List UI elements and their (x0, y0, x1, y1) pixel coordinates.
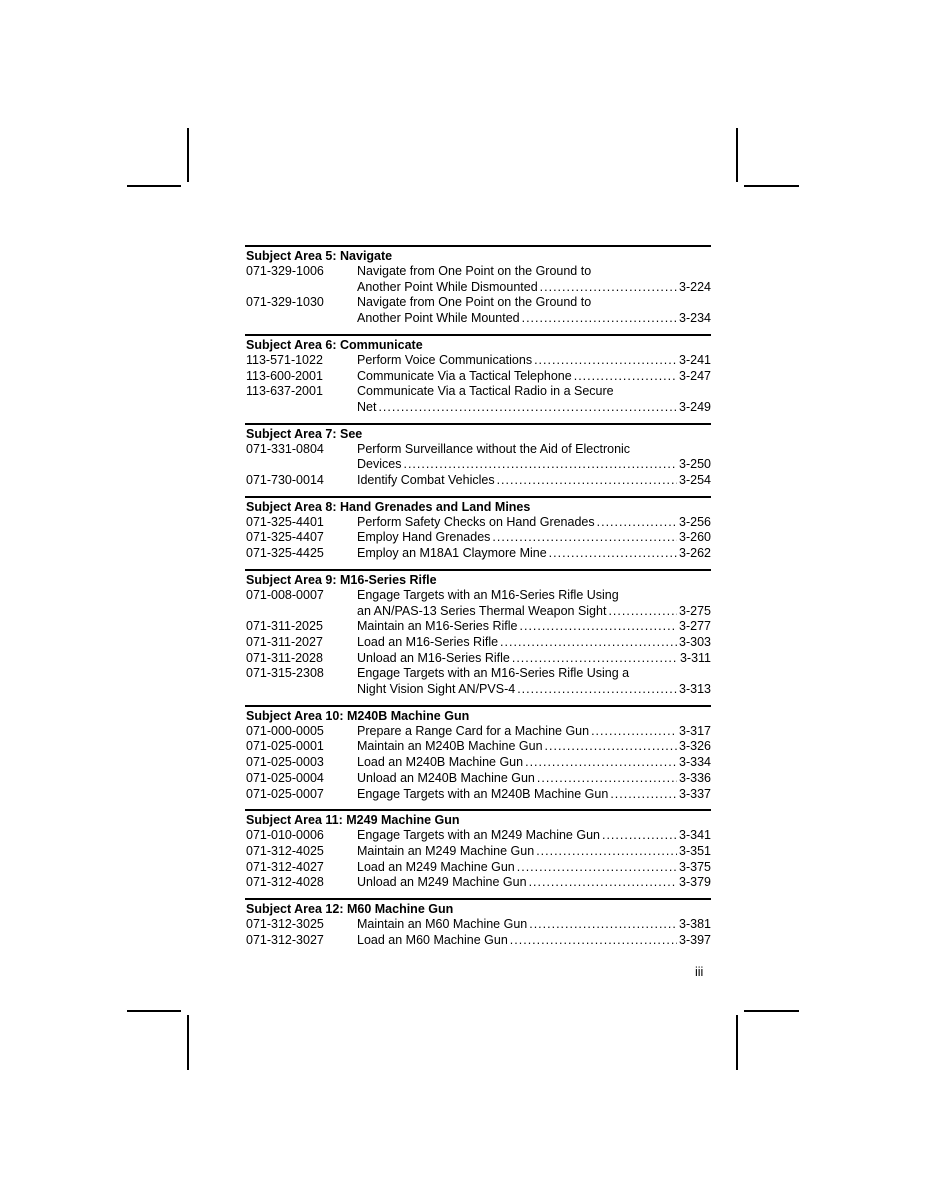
section-title: Subject Area 10: M240B Machine Gun (246, 708, 470, 723)
dot-leader (549, 546, 677, 562)
crop-mark-top-left-vertical (187, 128, 189, 182)
page-ref: 3-256 (679, 514, 711, 529)
dot-leader (602, 828, 677, 844)
toc-entry[interactable] (246, 917, 711, 933)
task-title: Employ Hand Grenades (357, 530, 491, 545)
page-ref: 3-260 (679, 530, 711, 545)
task-number: 071-025-0004 (246, 770, 324, 785)
dot-leader (536, 844, 677, 860)
task-number: 113-571-1022 (246, 352, 323, 367)
crop-mark-bottom-right-vertical (736, 1015, 738, 1070)
task-number: 071-312-3027 (246, 932, 324, 947)
task-number: 071-329-1030 (246, 295, 324, 310)
task-title: Communicate Via a Tactical Telephone (357, 368, 572, 383)
page-ref: 3-381 (679, 917, 711, 932)
toc-entry[interactable] (246, 369, 711, 385)
task-number: 071-312-4027 (246, 859, 324, 874)
page-ref: 3-379 (679, 875, 711, 890)
task-title: Night Vision Sight AN/PVS-4 (357, 682, 516, 697)
task-number: 071-010-0006 (246, 828, 324, 843)
dot-leader (597, 515, 677, 531)
dot-leader (522, 311, 677, 327)
page-ref: 3-334 (679, 755, 711, 770)
task-number: 071-025-0003 (246, 755, 324, 770)
toc-entry[interactable] (246, 933, 711, 949)
toc-entry[interactable] (246, 787, 711, 803)
toc-entry[interactable] (246, 515, 711, 531)
toc-entry[interactable] (246, 353, 711, 369)
page-ref: 3-262 (679, 546, 711, 561)
toc-entry[interactable] (246, 442, 711, 473)
page-ref: 3-247 (679, 368, 711, 383)
dot-leader (520, 619, 678, 635)
page-ref: 3-317 (679, 723, 711, 738)
page-ref: 3-275 (679, 603, 711, 618)
task-number: 071-008-0007 (246, 587, 324, 602)
dot-leader (378, 400, 677, 416)
task-title: Navigate from One Point on the Ground to (357, 264, 592, 278)
crop-mark-top-left-horizontal (127, 185, 181, 187)
task-title: Another Point While Dismounted (357, 279, 538, 294)
dot-leader (512, 651, 678, 667)
toc-section (245, 334, 711, 423)
dot-leader (525, 755, 677, 771)
dot-leader (610, 787, 677, 803)
section-title: Subject Area 12: M60 Machine Gun (246, 902, 454, 917)
toc-section (245, 705, 711, 810)
toc-entry[interactable] (246, 384, 711, 415)
toc-section (245, 245, 711, 334)
page-ref: 3-277 (679, 619, 711, 634)
page-ref: 3-250 (679, 457, 711, 472)
dot-leader (537, 771, 677, 787)
section-title: Subject Area 7: See (246, 426, 363, 441)
dot-leader (545, 739, 677, 755)
page-ref: 3-224 (679, 279, 711, 294)
task-title: Load an M16-Series Rifle (357, 634, 499, 649)
toc-entry[interactable] (246, 530, 711, 546)
task-number: 071-325-4401 (246, 514, 324, 529)
toc-entry[interactable] (246, 771, 711, 787)
task-title: Maintain an M249 Machine Gun (357, 843, 535, 858)
toc-entry[interactable] (246, 635, 711, 651)
page-ref: 3-336 (679, 770, 711, 785)
page-ref: 3-254 (679, 473, 711, 488)
task-number: 071-325-4425 (246, 546, 324, 561)
dot-leader (529, 875, 677, 891)
task-number: 071-325-4407 (246, 530, 324, 545)
dot-leader (492, 530, 677, 546)
task-title: Load an M60 Machine Gun (357, 932, 508, 947)
crop-mark-top-right-horizontal (744, 185, 799, 187)
toc-entry[interactable] (246, 739, 711, 755)
task-title: an AN/PAS-13 Series Thermal Weapon Sight (357, 603, 607, 618)
page-ref: 3-397 (679, 932, 711, 947)
toc-section (245, 423, 711, 496)
task-number: 071-312-3025 (246, 917, 324, 932)
section-title: Subject Area 9: M16-Series Rifle (246, 572, 437, 587)
toc-entry[interactable] (246, 588, 711, 619)
dot-leader (517, 860, 677, 876)
section-title: Subject Area 11: M249 Machine Gun (246, 813, 460, 828)
task-title: Load an M240B Machine Gun (357, 755, 524, 770)
page-ref: 3-375 (679, 859, 711, 874)
task-title: Net (357, 399, 377, 414)
toc-section (245, 569, 711, 705)
section-title: Subject Area 6: Communicate (246, 337, 423, 352)
task-number: 071-730-0014 (246, 473, 324, 488)
page-ref: 3-311 (679, 650, 711, 665)
task-number: 071-329-1006 (246, 264, 324, 278)
toc-entry[interactable] (246, 755, 711, 771)
dot-leader (591, 724, 677, 740)
page-ref: 3-313 (679, 682, 711, 697)
page-ref: 3-351 (679, 843, 711, 858)
toc-entry[interactable] (246, 828, 711, 844)
dot-leader (529, 917, 677, 933)
task-title: Engage Targets with an M16-Series Rifle Using (357, 587, 619, 602)
toc-entry[interactable] (246, 860, 711, 876)
section-title: Subject Area 8: Hand Grenades and Land Mines (246, 499, 531, 514)
task-title: Maintain an M16-Series Rifle (357, 619, 518, 634)
dot-leader (574, 369, 677, 385)
page-ref: 3-326 (679, 739, 711, 754)
task-number: 071-312-4025 (246, 843, 324, 858)
dot-leader (517, 682, 677, 698)
task-number: 071-025-0007 (246, 786, 324, 801)
task-title: Perform Safety Checks on Hand Grenades (357, 514, 595, 529)
table-of-contents (245, 245, 711, 949)
crop-mark-bottom-left-horizontal (127, 1010, 181, 1012)
page-ref: 3-234 (679, 311, 711, 326)
task-number: 071-331-0804 (246, 441, 324, 456)
dot-leader (500, 635, 677, 651)
dot-leader (403, 457, 677, 473)
toc-entry[interactable] (246, 546, 711, 562)
task-number: 071-311-2028 (246, 650, 323, 665)
crop-mark-bottom-right-horizontal (744, 1010, 799, 1012)
task-number: 113-637-2001 (246, 384, 323, 399)
page-number: iii (695, 965, 704, 979)
toc-section (245, 496, 711, 569)
crop-mark-bottom-left-vertical (187, 1015, 189, 1070)
toc-entry[interactable] (246, 295, 711, 326)
task-title: Navigate from One Point on the Ground to (357, 295, 592, 310)
task-title: Unload an M240B Machine Gun (357, 770, 535, 785)
task-number: 071-311-2025 (246, 619, 323, 634)
toc-entry[interactable] (246, 473, 711, 489)
task-title: Identify Combat Vehicles (357, 473, 495, 488)
task-title: Maintain an M240B Machine Gun (357, 739, 543, 754)
task-number: 071-312-4028 (246, 875, 324, 890)
dot-leader (540, 280, 677, 296)
task-number: 071-025-0001 (246, 739, 324, 754)
task-title: Perform Surveillance without the Aid of Electronic (357, 441, 631, 456)
task-number: 071-311-2027 (246, 634, 323, 649)
toc-entry[interactable] (246, 619, 711, 635)
toc-entry[interactable] (246, 651, 711, 667)
dot-leader (608, 604, 677, 620)
task-title: Engage Targets with an M240B Machine Gun (357, 786, 609, 801)
dot-leader (510, 933, 677, 949)
toc-section (245, 809, 711, 898)
task-title: Unload an M16-Series Rifle (357, 650, 510, 665)
page-ref: 3-337 (679, 786, 711, 801)
task-title: Engage Targets with an M249 Machine Gun (357, 828, 600, 843)
task-number: 071-000-0005 (246, 723, 324, 738)
task-number: 113-600-2001 (246, 368, 323, 383)
page-ref: 3-341 (679, 828, 711, 843)
dot-leader (534, 353, 677, 369)
page-ref: 3-241 (679, 352, 711, 367)
task-title: Employ an M18A1 Claymore Mine (357, 546, 547, 561)
toc-entry[interactable] (246, 724, 711, 740)
toc-entry[interactable] (246, 264, 711, 295)
section-title: Subject Area 5: Navigate (246, 249, 393, 263)
task-number: 071-315-2308 (246, 666, 324, 681)
task-title: Unload an M249 Machine Gun (357, 875, 527, 890)
toc-section (245, 898, 711, 948)
toc-entry[interactable] (246, 875, 711, 891)
task-title: Devices (357, 457, 402, 472)
task-title: Communicate Via a Tactical Radio in a Secure (357, 384, 614, 399)
crop-mark-top-right-vertical (736, 128, 738, 182)
dot-leader (497, 473, 677, 489)
page-ref: 3-249 (679, 399, 711, 414)
task-title: Engage Targets with an M16-Series Rifle Using a (357, 666, 630, 681)
task-title: Prepare a Range Card for a Machine Gun (357, 723, 590, 738)
task-title: Perform Voice Communications (357, 352, 533, 367)
task-title: Maintain an M60 Machine Gun (357, 917, 528, 932)
toc-entry[interactable] (246, 666, 711, 697)
toc-entry[interactable] (246, 844, 711, 860)
page-ref: 3-303 (679, 634, 711, 649)
task-title: Load an M249 Machine Gun (357, 859, 515, 874)
task-title: Another Point While Mounted (357, 311, 520, 326)
